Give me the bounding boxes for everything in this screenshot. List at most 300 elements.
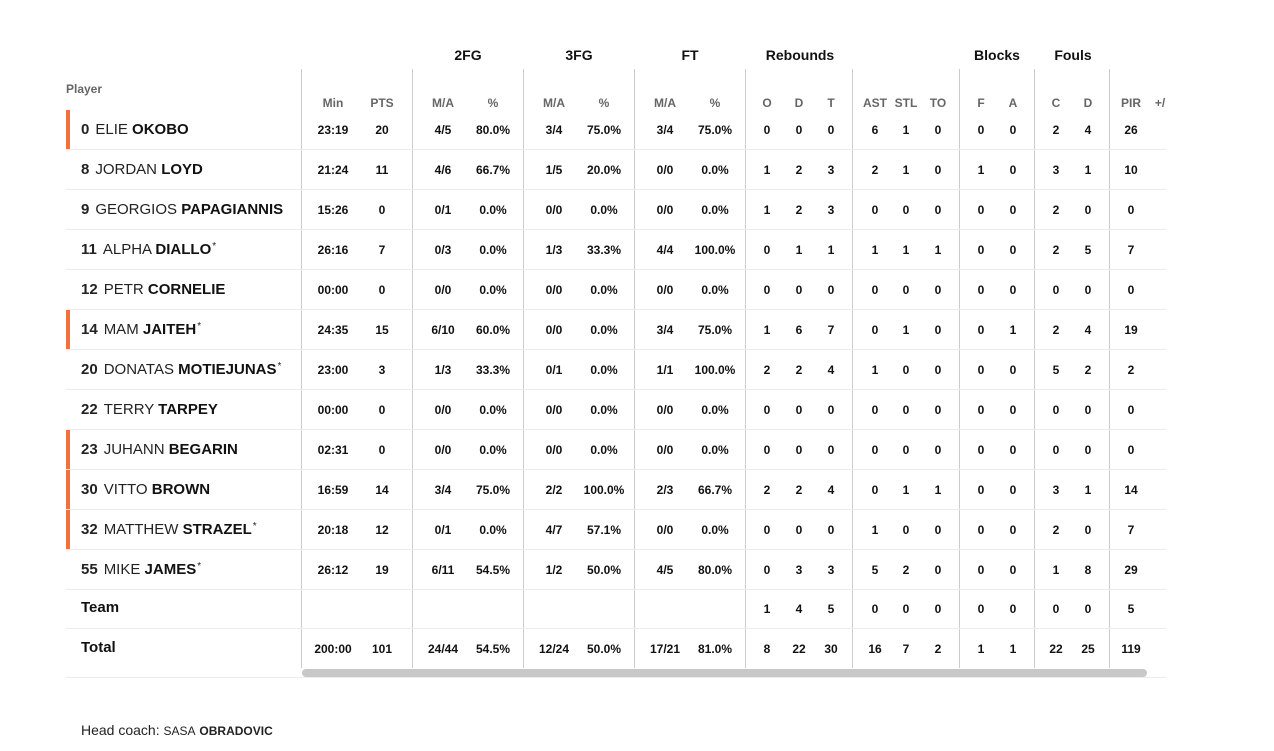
cell-min: 23:00 <box>317 363 349 377</box>
player-number: 12 <box>81 281 98 298</box>
cell-foul-c: 0 <box>1052 443 1060 457</box>
cell-3fg-ma: 0/0 <box>545 323 563 337</box>
subheader-ast[interactable]: AST <box>863 96 887 110</box>
cell-3fg-pct: 0.0% <box>590 443 618 457</box>
player-first-name: DONATAS <box>103 361 174 378</box>
cell-foul-c: 2 <box>1052 243 1060 257</box>
cell-reb-o: 0 <box>763 123 771 137</box>
player-name[interactable] <box>81 281 225 298</box>
cell-reb-d: 22 <box>792 642 806 656</box>
player-last-name: LOYD <box>161 161 203 178</box>
cell-blk-a: 0 <box>1009 602 1017 616</box>
player-number: 55 <box>81 561 98 578</box>
player-last-name: TARPEY <box>158 401 218 418</box>
cell-2fg-pct: 80.0% <box>475 123 511 137</box>
player-number: 32 <box>81 521 98 538</box>
cell-min: 15:26 <box>317 203 349 217</box>
cell-2fg-ma: 0/0 <box>434 443 452 457</box>
cell-ast: 0 <box>871 443 879 457</box>
cell-reb-t: 7 <box>827 323 835 337</box>
cell-pts: 0 <box>378 403 386 417</box>
cell-2fg-pct: 0.0% <box>479 283 507 297</box>
subheader-stl[interactable]: STL <box>894 96 918 110</box>
cell-foul-d: 0 <box>1084 602 1092 616</box>
cell-to: 0 <box>934 163 942 177</box>
subheader-plus-minus[interactable]: +/ <box>1154 96 1166 110</box>
cell-2fg-ma: 24/44 <box>427 642 459 656</box>
cell-foul-c: 2 <box>1052 523 1060 537</box>
cell-blk-a: 0 <box>1009 563 1017 577</box>
cell-stl: 0 <box>902 283 910 297</box>
group-header-blocks: Blocks <box>974 47 1020 63</box>
player-row[interactable] <box>66 110 1166 150</box>
cell-foul-c: 0 <box>1052 283 1060 297</box>
cell-2fg-ma: 4/5 <box>434 123 452 137</box>
group-header-ft: FT <box>681 47 699 63</box>
cell-3fg-ma: 1/2 <box>545 563 563 577</box>
cell-ft-ma: 0/0 <box>656 443 674 457</box>
player-number: 14 <box>81 321 98 338</box>
cell-pts: 3 <box>378 363 386 377</box>
cell-stl: 7 <box>902 642 910 656</box>
cell-blk-f: 0 <box>977 523 985 537</box>
cell-3fg-pct: 33.3% <box>586 243 622 257</box>
group-header-rebounds: Rebounds <box>765 47 835 63</box>
cell-ast: 0 <box>871 403 879 417</box>
group-header-3fg: 3FG <box>565 47 593 63</box>
cell-foul-d: 4 <box>1084 323 1092 337</box>
cell-foul-d: 0 <box>1084 443 1092 457</box>
cell-pir: 26 <box>1124 123 1138 137</box>
cell-reb-d: 0 <box>795 123 803 137</box>
cell-2fg-pct: 0.0% <box>479 243 507 257</box>
cell-pir: 0 <box>1127 283 1135 297</box>
cell-3fg-ma: 2/2 <box>545 483 563 497</box>
cell-ft-pct: 80.0% <box>697 563 733 577</box>
cell-stl: 1 <box>902 163 910 177</box>
total-label: Total <box>81 639 116 656</box>
group-header-2fg: 2FG <box>454 47 482 63</box>
cell-min: 02:31 <box>317 443 349 457</box>
cell-2fg-pct: 0.0% <box>479 203 507 217</box>
cell-blk-f: 0 <box>977 283 985 297</box>
cell-pts: 0 <box>378 283 386 297</box>
player-marker: * <box>197 321 202 332</box>
starter-indicator <box>66 510 70 549</box>
team-label: Team <box>81 599 120 616</box>
cell-to: 0 <box>934 443 942 457</box>
cell-2fg-pct: 0.0% <box>479 443 507 457</box>
cell-3fg-pct: 0.0% <box>590 203 618 217</box>
cell-3fg-ma: 12/24 <box>538 642 570 656</box>
subheader-reb-d[interactable]: D <box>794 96 804 110</box>
cell-blk-f: 0 <box>977 123 985 137</box>
cell-pts: 15 <box>375 323 389 337</box>
cell-min: 26:12 <box>317 563 349 577</box>
cell-reb-d: 6 <box>795 323 803 337</box>
subheader-ft-ma[interactable]: M/A <box>654 96 676 110</box>
cell-min: 21:24 <box>317 163 349 177</box>
subheader-min[interactable]: Min <box>322 96 344 110</box>
cell-reb-o: 1 <box>763 323 771 337</box>
cell-min: 16:59 <box>317 483 349 497</box>
cell-ast: 6 <box>871 123 879 137</box>
player-last-name: JAITEH <box>142 321 197 338</box>
subheader-3fg-ma[interactable]: M/A <box>543 96 565 110</box>
player-number: 20 <box>81 361 98 378</box>
cell-blk-a: 0 <box>1009 443 1017 457</box>
cell-min: 200:00 <box>314 642 352 656</box>
player-first-name: JUHANN <box>103 441 165 458</box>
cell-foul-c: 2 <box>1052 323 1060 337</box>
subheader-to[interactable]: TO <box>929 96 947 110</box>
cell-3fg-ma: 1/3 <box>545 243 563 257</box>
player-last-name: STRAZEL <box>182 521 252 538</box>
player-name[interactable] <box>81 321 201 338</box>
player-name[interactable] <box>81 201 283 218</box>
player-name[interactable] <box>81 441 238 458</box>
player-last-name: BROWN <box>151 481 211 498</box>
cell-ft-pct: 0.0% <box>701 283 729 297</box>
cell-blk-f: 0 <box>977 443 985 457</box>
cell-2fg-ma: 1/3 <box>434 363 452 377</box>
player-row[interactable] <box>66 550 1166 590</box>
cell-2fg-pct: 33.3% <box>475 363 511 377</box>
player-name[interactable] <box>81 121 189 138</box>
cell-ft-ma: 0/0 <box>656 163 674 177</box>
player-name[interactable] <box>81 561 201 578</box>
subheader-pir[interactable]: PIR <box>1120 96 1141 110</box>
player-row[interactable] <box>66 270 1166 310</box>
cell-stl: 0 <box>902 363 910 377</box>
player-name[interactable] <box>81 401 218 418</box>
player-row[interactable] <box>66 150 1166 190</box>
cell-ft-ma: 4/5 <box>656 563 674 577</box>
cell-foul-c: 0 <box>1052 602 1060 616</box>
cell-stl: 0 <box>902 443 910 457</box>
player-first-name: VITTO <box>103 481 148 498</box>
cell-blk-a: 0 <box>1009 283 1017 297</box>
cell-pts: 0 <box>378 443 386 457</box>
cell-blk-f: 0 <box>977 403 985 417</box>
cell-reb-o: 2 <box>763 483 771 497</box>
cell-ast: 0 <box>871 483 879 497</box>
subheader-2fg-pct[interactable]: % <box>487 96 499 110</box>
cell-2fg-pct: 54.5% <box>475 563 511 577</box>
total-row <box>66 629 1166 669</box>
cell-foul-c: 2 <box>1052 203 1060 217</box>
subheader-reb-o[interactable]: O <box>762 96 772 110</box>
cell-reb-d: 0 <box>795 283 803 297</box>
cell-pir: 7 <box>1127 523 1135 537</box>
cell-blk-f: 0 <box>977 323 985 337</box>
cell-pir: 0 <box>1127 403 1135 417</box>
cell-reb-o: 0 <box>763 443 771 457</box>
cell-ft-ma: 0/0 <box>656 283 674 297</box>
cell-2fg-pct: 75.0% <box>475 483 511 497</box>
player-row[interactable] <box>66 350 1166 390</box>
cell-ft-ma: 2/3 <box>656 483 674 497</box>
cell-2fg-ma: 0/1 <box>434 203 452 217</box>
cell-reb-t: 30 <box>824 642 838 656</box>
cell-ft-ma: 1/1 <box>656 363 674 377</box>
cell-blk-a: 0 <box>1009 123 1017 137</box>
player-name[interactable] <box>81 161 203 178</box>
cell-ast: 16 <box>868 642 882 656</box>
cell-ast: 5 <box>871 563 879 577</box>
cell-ft-ma: 3/4 <box>656 123 674 137</box>
cell-blk-f: 1 <box>977 163 985 177</box>
cell-pir: 7 <box>1127 243 1135 257</box>
cell-stl: 1 <box>902 243 910 257</box>
player-name[interactable] <box>81 481 210 498</box>
cell-pts: 19 <box>375 563 389 577</box>
cell-foul-c: 1 <box>1052 563 1060 577</box>
group-header-fouls: Fouls <box>1054 47 1092 63</box>
cell-reb-o: 0 <box>763 243 771 257</box>
player-first-name: GEORGIOS <box>95 201 178 218</box>
cell-3fg-pct: 57.1% <box>586 523 622 537</box>
cell-blk-a: 0 <box>1009 483 1017 497</box>
cell-pts: 101 <box>371 642 393 656</box>
cell-blk-f: 0 <box>977 363 985 377</box>
cell-blk-f: 0 <box>977 203 985 217</box>
cell-to: 0 <box>934 203 942 217</box>
subheader-pts[interactable]: PTS <box>370 96 394 110</box>
cell-reb-t: 0 <box>827 403 835 417</box>
cell-2fg-pct: 54.5% <box>475 642 511 656</box>
player-column-header: Player <box>66 82 103 96</box>
cell-reb-t: 3 <box>827 203 835 217</box>
cell-ast: 0 <box>871 323 879 337</box>
cell-blk-a: 0 <box>1009 403 1017 417</box>
cell-foul-d: 0 <box>1084 283 1092 297</box>
cell-ft-ma: 4/4 <box>656 243 674 257</box>
cell-3fg-ma: 0/1 <box>545 363 563 377</box>
player-number: 9 <box>81 201 90 218</box>
cell-blk-a: 1 <box>1009 642 1017 656</box>
cell-blk-a: 0 <box>1009 203 1017 217</box>
cell-reb-t: 1 <box>827 243 835 257</box>
player-marker: * <box>197 561 202 572</box>
cell-3fg-ma: 0/0 <box>545 203 563 217</box>
cell-foul-c: 5 <box>1052 363 1060 377</box>
subheader-2fg-ma[interactable]: M/A <box>432 96 454 110</box>
starter-indicator <box>66 470 70 509</box>
player-row[interactable] <box>66 470 1166 510</box>
cell-foul-d: 0 <box>1084 523 1092 537</box>
player-marker: * <box>277 361 282 372</box>
cell-3fg-ma: 0/0 <box>545 283 563 297</box>
cell-3fg-pct: 50.0% <box>586 642 622 656</box>
player-last-name: JAMES <box>144 561 197 578</box>
subheader-foul-c[interactable]: C <box>1051 96 1061 110</box>
cell-blk-a: 1 <box>1009 323 1017 337</box>
player-last-name: OKOBO <box>132 121 189 138</box>
cell-reb-t: 0 <box>827 523 835 537</box>
player-number: 30 <box>81 481 98 498</box>
cell-ft-pct: 0.0% <box>701 443 729 457</box>
cell-to: 0 <box>934 283 942 297</box>
player-first-name: MATTHEW <box>103 521 179 538</box>
cell-reb-d: 0 <box>795 443 803 457</box>
player-number: 11 <box>81 241 97 258</box>
cell-reb-d: 2 <box>795 163 803 177</box>
cell-ft-pct: 0.0% <box>701 523 729 537</box>
team-row <box>66 589 1166 629</box>
table-bottom-border <box>66 677 1166 678</box>
subheader-blk-a[interactable]: A <box>1008 96 1018 110</box>
player-number: 8 <box>81 161 90 178</box>
horizontal-scrollbar[interactable] <box>302 669 1147 677</box>
player-marker: * <box>252 521 257 532</box>
player-name[interactable] <box>81 521 257 538</box>
cell-ft-ma: 17/21 <box>649 642 681 656</box>
cell-reb-o: 0 <box>763 563 771 577</box>
player-row[interactable] <box>66 310 1166 350</box>
cell-foul-c: 3 <box>1052 483 1060 497</box>
cell-stl: 0 <box>902 203 910 217</box>
cell-reb-t: 5 <box>827 602 835 616</box>
player-row[interactable] <box>66 390 1166 430</box>
cell-reb-d: 2 <box>795 203 803 217</box>
cell-ast: 1 <box>871 363 879 377</box>
cell-stl: 1 <box>902 323 910 337</box>
cell-2fg-ma: 6/10 <box>431 323 455 337</box>
cell-ast: 1 <box>871 243 879 257</box>
cell-reb-o: 2 <box>763 363 771 377</box>
cell-to: 0 <box>934 123 942 137</box>
head-coach-last-name: OBRADOVIC <box>199 724 273 738</box>
cell-foul-d: 0 <box>1084 203 1092 217</box>
cell-min: 26:16 <box>317 243 349 257</box>
cell-3fg-pct: 20.0% <box>586 163 622 177</box>
cell-reb-t: 0 <box>827 283 835 297</box>
cell-3fg-ma: 0/0 <box>545 403 563 417</box>
cell-ft-pct: 81.0% <box>697 642 733 656</box>
cell-reb-d: 0 <box>795 403 803 417</box>
cell-ft-ma: 0/0 <box>656 403 674 417</box>
player-last-name: MOTIEJUNAS <box>178 361 277 378</box>
subheader-ft-pct[interactable]: % <box>709 96 721 110</box>
cell-to: 0 <box>934 602 942 616</box>
cell-blk-f: 0 <box>977 602 985 616</box>
cell-ft-pct: 100.0% <box>694 363 736 377</box>
cell-reb-t: 3 <box>827 163 835 177</box>
cell-pts: 20 <box>375 123 389 137</box>
player-last-name: DIALLO <box>155 241 212 258</box>
cell-stl: 0 <box>902 523 910 537</box>
cell-foul-c: 3 <box>1052 163 1060 177</box>
cell-foul-d: 2 <box>1084 363 1092 377</box>
cell-3fg-pct: 0.0% <box>590 363 618 377</box>
cell-pts: 7 <box>378 243 386 257</box>
cell-foul-d: 8 <box>1084 563 1092 577</box>
player-first-name: JORDAN <box>95 161 158 178</box>
cell-foul-d: 5 <box>1084 243 1092 257</box>
cell-ast: 1 <box>871 523 879 537</box>
player-first-name: MAM <box>103 321 139 338</box>
cell-to: 0 <box>934 563 942 577</box>
cell-3fg-pct: 0.0% <box>590 323 618 337</box>
cell-ast: 0 <box>871 283 879 297</box>
cell-reb-o: 8 <box>763 642 771 656</box>
player-first-name: MIKE <box>103 561 141 578</box>
cell-reb-t: 4 <box>827 483 835 497</box>
cell-3fg-pct: 0.0% <box>590 283 618 297</box>
cell-ft-pct: 100.0% <box>694 243 736 257</box>
player-row[interactable] <box>66 230 1166 270</box>
cell-to: 2 <box>934 642 942 656</box>
cell-foul-c: 2 <box>1052 123 1060 137</box>
cell-min: 24:35 <box>317 323 349 337</box>
head-coach <box>81 722 273 738</box>
cell-blk-a: 0 <box>1009 523 1017 537</box>
cell-reb-o: 0 <box>763 403 771 417</box>
cell-pir: 2 <box>1127 363 1135 377</box>
cell-stl: 0 <box>902 403 910 417</box>
cell-2fg-pct: 0.0% <box>479 403 507 417</box>
cell-ft-ma: 0/0 <box>656 203 674 217</box>
head-coach-first-name: SASA <box>163 724 196 738</box>
subheader-reb-t[interactable]: T <box>827 96 835 110</box>
cell-pir: 10 <box>1124 163 1138 177</box>
cell-stl: 0 <box>902 602 910 616</box>
cell-reb-o: 1 <box>763 163 771 177</box>
cell-min: 00:00 <box>317 283 349 297</box>
cell-2fg-ma: 0/0 <box>434 403 452 417</box>
subheader-blk-f[interactable]: F <box>977 96 985 110</box>
cell-stl: 2 <box>902 563 910 577</box>
cell-reb-d: 4 <box>795 602 803 616</box>
cell-pir: 14 <box>1124 483 1138 497</box>
player-first-name: PETR <box>103 281 144 298</box>
player-marker: * <box>212 241 217 252</box>
subheader-foul-d[interactable]: D <box>1083 96 1093 110</box>
player-row[interactable] <box>66 190 1166 230</box>
cell-stl: 1 <box>902 483 910 497</box>
cell-reb-d: 3 <box>795 563 803 577</box>
cell-3fg-ma: 3/4 <box>545 123 563 137</box>
cell-pts: 0 <box>378 203 386 217</box>
starter-indicator <box>66 110 70 149</box>
head-coach-label: Head coach: <box>81 722 160 738</box>
cell-3fg-ma: 4/7 <box>545 523 563 537</box>
cell-min: 20:18 <box>317 523 349 537</box>
cell-ft-ma: 0/0 <box>656 523 674 537</box>
cell-foul-c: 22 <box>1049 642 1063 656</box>
cell-reb-t: 0 <box>827 443 835 457</box>
cell-ast: 2 <box>871 163 879 177</box>
cell-reb-d: 1 <box>795 243 803 257</box>
cell-reb-o: 0 <box>763 523 771 537</box>
cell-blk-a: 0 <box>1009 243 1017 257</box>
subheader-3fg-pct[interactable]: % <box>598 96 610 110</box>
cell-pir: 19 <box>1124 323 1138 337</box>
cell-blk-f: 1 <box>977 642 985 656</box>
cell-blk-f: 0 <box>977 243 985 257</box>
cell-blk-f: 0 <box>977 483 985 497</box>
player-row[interactable] <box>66 510 1166 550</box>
cell-pir: 29 <box>1124 563 1138 577</box>
cell-to: 0 <box>934 363 942 377</box>
starter-indicator <box>66 430 70 469</box>
player-name[interactable] <box>81 241 216 258</box>
cell-ft-pct: 0.0% <box>701 403 729 417</box>
cell-ft-ma: 3/4 <box>656 323 674 337</box>
player-name[interactable] <box>81 361 281 378</box>
player-row[interactable] <box>66 430 1166 470</box>
